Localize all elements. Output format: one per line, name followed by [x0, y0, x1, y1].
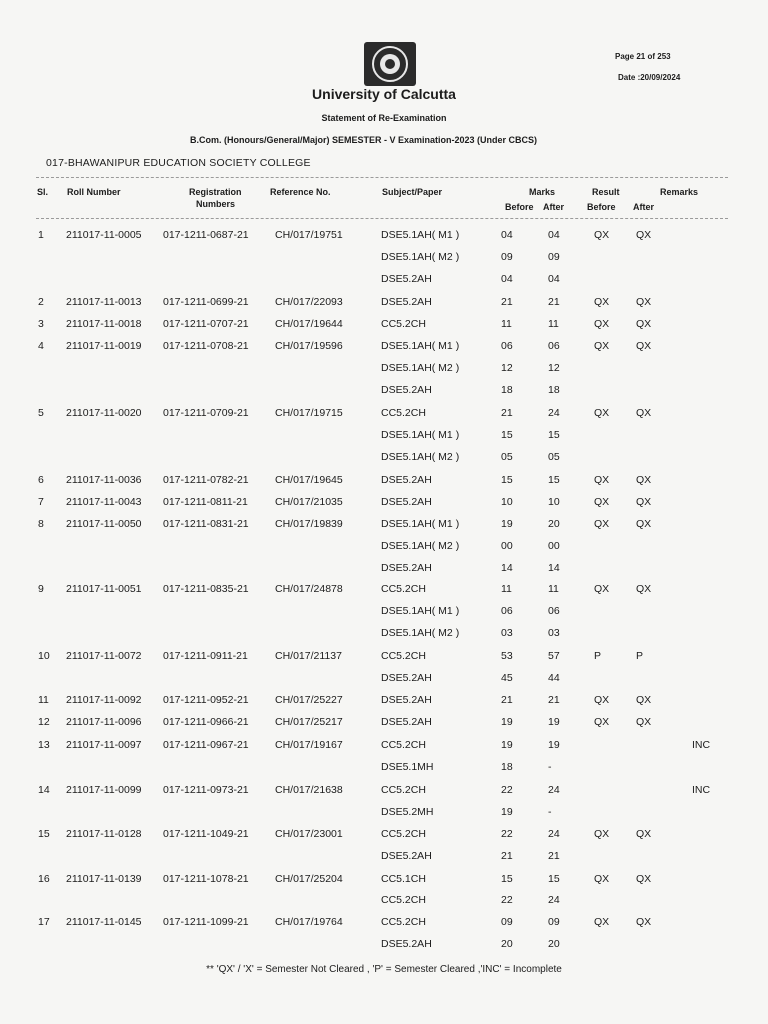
cell-registration: 017-1211-0699-21	[163, 296, 249, 308]
cell-sl: 13	[38, 739, 50, 751]
table-row	[0, 407, 768, 429]
cell-sl: 8	[38, 518, 44, 530]
col-subject: Subject/Paper	[382, 187, 443, 197]
cell-marks-after: 11	[548, 583, 559, 595]
cell-marks-after: 04	[548, 273, 560, 285]
cell-subject: DSE5.1AH( M2 )	[381, 251, 460, 263]
cell-sl: 10	[38, 650, 50, 662]
table-row	[0, 296, 768, 318]
cell-subject: DSE5.2AH	[381, 850, 432, 862]
cell-registration: 017-1211-0966-21	[163, 716, 249, 728]
cell-result-after: QX	[636, 916, 652, 928]
cell-marks-before: 15	[501, 873, 513, 885]
table-row	[0, 229, 768, 251]
cell-marks-before: 06	[501, 605, 513, 617]
cell-marks-before: 19	[501, 739, 513, 751]
cell-marks-before: 18	[501, 761, 513, 773]
cell-roll-number: 211017-11-0019	[66, 340, 142, 352]
table-row	[0, 806, 768, 828]
table-row	[0, 761, 768, 783]
examination-title: B.Com. (Honours/General/Major) SEMESTER - V Examination-2023 (Under CBCS)	[190, 135, 538, 145]
cell-registration: 017-1211-0835-21	[163, 583, 249, 595]
header-rule-bottom	[36, 218, 728, 219]
cell-marks-before: 03	[501, 627, 513, 639]
cell-subject: DSE5.1AH( M2 )	[381, 362, 460, 374]
cell-reference: CH/017/19839	[275, 518, 343, 530]
cell-result-after: QX	[636, 229, 652, 241]
table-row	[0, 894, 768, 916]
col-marks: Marks	[529, 187, 556, 197]
cell-marks-after: 20	[548, 518, 560, 530]
cell-sl: 14	[38, 784, 50, 796]
cell-roll-number: 211017-11-0072	[66, 650, 142, 662]
cell-result-before: QX	[594, 296, 610, 308]
cell-result-before: QX	[594, 496, 610, 508]
cell-result-after: QX	[636, 583, 652, 595]
cell-result-after: QX	[636, 474, 652, 486]
cell-registration: 017-1211-0707-21	[163, 318, 249, 330]
table-row	[0, 318, 768, 340]
cell-marks-after: 15	[548, 873, 560, 885]
cell-reference: CH/017/19764	[275, 916, 343, 928]
cell-roll-number: 211017-11-0036	[66, 474, 142, 486]
cell-marks-after: 09	[548, 916, 560, 928]
cell-sl: 12	[38, 716, 50, 728]
cell-marks-before: 12	[501, 362, 513, 374]
cell-marks-before: 19	[501, 806, 513, 818]
col-remarks: Remarks	[660, 187, 699, 197]
cell-marks-after: 11	[548, 318, 559, 330]
cell-roll-number: 211017-11-0013	[66, 296, 142, 308]
cell-reference: CH/017/21137	[275, 650, 342, 662]
cell-marks-after: 19	[548, 739, 560, 751]
table-row	[0, 605, 768, 627]
cell-registration: 017-1211-0973-21	[163, 784, 249, 796]
cell-marks-before: 09	[501, 916, 513, 928]
cell-marks-after: 57	[548, 650, 560, 662]
cell-marks-before: 15	[501, 429, 513, 441]
cell-marks-before: 22	[501, 828, 513, 840]
table-row	[0, 451, 768, 473]
cell-result-after: QX	[636, 873, 652, 885]
cell-marks-after: 15	[548, 474, 560, 486]
cell-result-after: QX	[636, 828, 652, 840]
cell-marks-after: 24	[548, 407, 560, 419]
cell-sl: 6	[38, 474, 44, 486]
cell-subject: DSE5.2MH	[381, 806, 434, 818]
cell-reference: CH/017/19596	[275, 340, 343, 352]
cell-reference: CH/017/24878	[275, 583, 343, 595]
cell-sl: 1	[38, 229, 44, 241]
cell-sl: 7	[38, 496, 44, 508]
cell-result-after: QX	[636, 694, 652, 706]
cell-registration: 017-1211-0811-21	[163, 496, 248, 508]
cell-result-after: QX	[636, 716, 652, 728]
cell-subject: DSE5.2AH	[381, 562, 432, 574]
table-row	[0, 540, 768, 562]
cell-subject: DSE5.1AH( M2 )	[381, 627, 460, 639]
cell-subject: DSE5.2AH	[381, 716, 432, 728]
table-row	[0, 784, 768, 806]
cell-registration: 017-1211-0952-21	[163, 694, 249, 706]
cell-result-before: QX	[594, 583, 610, 595]
cell-marks-after: 15	[548, 429, 560, 441]
table-row	[0, 672, 768, 694]
cell-result-before: QX	[594, 474, 610, 486]
cell-marks-after: 21	[548, 296, 560, 308]
cell-roll-number: 211017-11-0018	[66, 318, 142, 330]
cell-result-after: QX	[636, 407, 652, 419]
cell-subject: CC5.2CH	[381, 916, 426, 928]
cell-sl: 15	[38, 828, 50, 840]
cell-marks-before: 06	[501, 340, 513, 352]
cell-marks-before: 53	[501, 650, 513, 662]
cell-subject: DSE5.1AH( M1 )	[381, 229, 460, 241]
cell-marks-after: 05	[548, 451, 560, 463]
cell-marks-before: 09	[501, 251, 513, 263]
col-result-after: After	[633, 202, 655, 212]
cell-reference: CH/017/19645	[275, 474, 343, 486]
cell-marks-after: -	[548, 761, 552, 773]
cell-subject: DSE5.2AH	[381, 496, 432, 508]
legend-footnote: ** 'QX' / 'X' = Semester Not Cleared , 'P' = Semester Cleared ,'INC' = Incomplete	[206, 964, 562, 975]
cell-reference: CH/017/19715	[275, 407, 343, 419]
cell-marks-after: 18	[548, 384, 560, 396]
cell-reference: CH/017/25204	[275, 873, 343, 885]
cell-subject: CC5.2CH	[381, 583, 426, 595]
table-row	[0, 273, 768, 295]
cell-result-before: QX	[594, 873, 610, 885]
cell-subject: CC5.1CH	[381, 873, 426, 885]
cell-reference: CH/017/22093	[275, 296, 343, 308]
cell-marks-after: 44	[548, 672, 560, 684]
cell-registration: 017-1211-0911-21	[163, 650, 248, 662]
cell-result-after: P	[636, 650, 644, 662]
cell-marks-after: 04	[548, 229, 560, 241]
cell-marks-before: 05	[501, 451, 513, 463]
table-row	[0, 474, 768, 496]
col-registration-2: Numbers	[196, 199, 236, 209]
university-logo	[364, 42, 416, 86]
cell-roll-number: 211017-11-0097	[66, 739, 142, 751]
table-row	[0, 850, 768, 872]
cell-result-before: QX	[594, 318, 610, 330]
cell-marks-before: 20	[501, 938, 513, 950]
cell-marks-before: 11	[501, 583, 512, 595]
cell-registration: 017-1211-0708-21	[163, 340, 249, 352]
col-reference: Reference No.	[270, 187, 331, 197]
cell-subject: DSE5.2AH	[381, 694, 432, 706]
cell-marks-after: 03	[548, 627, 560, 639]
cell-result-before: QX	[594, 916, 610, 928]
cell-roll-number: 211017-11-0145	[66, 916, 142, 928]
table-row	[0, 938, 768, 960]
cell-marks-before: 21	[501, 850, 513, 862]
cell-subject: DSE5.2AH	[381, 672, 432, 684]
cell-subject: DSE5.1AH( M2 )	[381, 540, 460, 552]
cell-reference: CH/017/19167	[275, 739, 343, 751]
table-row	[0, 694, 768, 716]
cell-marks-after: 06	[548, 340, 560, 352]
cell-sl: 11	[38, 694, 49, 706]
col-result: Result	[592, 187, 620, 197]
cell-marks-before: 21	[501, 694, 513, 706]
cell-marks-before: 45	[501, 672, 513, 684]
cell-marks-after: -	[548, 806, 552, 818]
cell-subject: DSE5.2AH	[381, 296, 432, 308]
col-marks-before: Before	[505, 202, 534, 212]
table-row	[0, 362, 768, 384]
cell-roll-number: 211017-11-0092	[66, 694, 142, 706]
cell-subject: CC5.2CH	[381, 784, 426, 796]
cell-marks-after: 24	[548, 828, 560, 840]
cell-subject: CC5.2CH	[381, 318, 426, 330]
col-result-before: Before	[587, 202, 616, 212]
cell-marks-after: 09	[548, 251, 560, 263]
cell-sl: 3	[38, 318, 44, 330]
table-row	[0, 429, 768, 451]
statement-title: Statement of Re-Examination	[321, 113, 447, 123]
cell-marks-before: 14	[501, 562, 513, 574]
cell-subject: DSE5.2AH	[381, 474, 432, 486]
cell-marks-after: 20	[548, 938, 560, 950]
cell-marks-before: 19	[501, 716, 513, 728]
cell-roll-number: 211017-11-0043	[66, 496, 142, 508]
cell-marks-before: 11	[501, 318, 512, 330]
cell-roll-number: 211017-11-0020	[66, 407, 142, 419]
cell-marks-after: 06	[548, 605, 560, 617]
cell-subject: CC5.2CH	[381, 650, 426, 662]
cell-result-after: QX	[636, 518, 652, 530]
cell-result-before: QX	[594, 229, 610, 241]
cell-reference: CH/017/25227	[275, 694, 343, 706]
cell-subject: DSE5.1AH( M1 )	[381, 340, 460, 352]
cell-roll-number: 211017-11-0099	[66, 784, 142, 796]
cell-reference: CH/017/21638	[275, 784, 343, 796]
table-row	[0, 251, 768, 273]
cell-marks-before: 19	[501, 518, 513, 530]
table-row	[0, 916, 768, 938]
cell-roll-number: 211017-11-0005	[66, 229, 142, 241]
cell-marks-after: 14	[548, 562, 560, 574]
table-row	[0, 828, 768, 850]
university-title: University of Calcutta	[312, 86, 456, 102]
cell-registration: 017-1211-0709-21	[163, 407, 249, 419]
col-roll: Roll Number	[67, 187, 121, 197]
cell-roll-number: 211017-11-0096	[66, 716, 142, 728]
col-registration: Registration	[189, 187, 242, 197]
cell-registration: 017-1211-1099-21	[163, 916, 249, 928]
table-row	[0, 518, 768, 540]
cell-result-before: QX	[594, 407, 610, 419]
table-row	[0, 873, 768, 895]
cell-reference: CH/017/19751	[275, 229, 343, 241]
cell-registration: 017-1211-0831-21	[163, 518, 249, 530]
cell-marks-before: 15	[501, 474, 513, 486]
table-row	[0, 716, 768, 738]
cell-subject: DSE5.1MH	[381, 761, 434, 773]
cell-marks-after: 21	[548, 850, 560, 862]
cell-marks-before: 00	[501, 540, 513, 552]
cell-result-before: QX	[594, 694, 610, 706]
header-rule-top	[36, 177, 728, 178]
cell-subject: CC5.2CH	[381, 894, 426, 906]
cell-subject: DSE5.1AH( M1 )	[381, 429, 460, 441]
cell-marks-after: 10	[548, 496, 560, 508]
cell-marks-before: 21	[501, 296, 513, 308]
cell-marks-before: 22	[501, 894, 513, 906]
table-row	[0, 650, 768, 672]
cell-marks-before: 04	[501, 273, 513, 285]
cell-result-after: QX	[636, 296, 652, 308]
cell-roll-number: 211017-11-0128	[66, 828, 142, 840]
cell-roll-number: 211017-11-0139	[66, 873, 142, 885]
cell-registration: 017-1211-1078-21	[163, 873, 249, 885]
table-row	[0, 627, 768, 649]
cell-result-before: QX	[594, 716, 610, 728]
cell-remarks: INC	[692, 784, 711, 796]
cell-sl: 4	[38, 340, 44, 352]
table-row	[0, 739, 768, 761]
cell-sl: 2	[38, 296, 44, 308]
cell-marks-before: 18	[501, 384, 513, 396]
cell-subject: DSE5.1AH( M1 )	[381, 605, 460, 617]
cell-sl: 17	[38, 916, 50, 928]
cell-reference: CH/017/19644	[275, 318, 343, 330]
cell-subject: DSE5.2AH	[381, 938, 432, 950]
report-date: Date :20/09/2024	[618, 73, 681, 82]
cell-marks-after: 24	[548, 784, 560, 796]
cell-registration: 017-1211-0967-21	[163, 739, 249, 751]
cell-reference: CH/017/25217	[275, 716, 343, 728]
cell-reference: CH/017/23001	[275, 828, 343, 840]
cell-marks-before: 04	[501, 229, 513, 241]
cell-marks-after: 24	[548, 894, 560, 906]
cell-result-before: P	[594, 650, 602, 662]
cell-subject: CC5.2CH	[381, 828, 426, 840]
table-row	[0, 340, 768, 362]
cell-roll-number: 211017-11-0051	[66, 583, 142, 595]
cell-registration: 017-1211-0782-21	[163, 474, 249, 486]
college-name: 017-BHAWANIPUR EDUCATION SOCIETY COLLEGE	[46, 157, 311, 169]
cell-sl: 16	[38, 873, 50, 885]
cell-result-after: QX	[636, 496, 652, 508]
cell-subject: DSE5.1AH( M1 )	[381, 518, 460, 530]
cell-result-after: QX	[636, 318, 652, 330]
col-sl: Sl.	[37, 187, 49, 197]
cell-sl: 5	[38, 407, 44, 419]
cell-result-before: QX	[594, 340, 610, 352]
cell-marks-after: 19	[548, 716, 560, 728]
cell-roll-number: 211017-11-0050	[66, 518, 142, 530]
cell-result-before: QX	[594, 518, 610, 530]
cell-marks-before: 22	[501, 784, 513, 796]
cell-result-after: QX	[636, 340, 652, 352]
cell-marks-before: 10	[501, 496, 513, 508]
cell-sl: 9	[38, 583, 44, 595]
cell-marks-before: 21	[501, 407, 513, 419]
cell-marks-after: 21	[548, 694, 560, 706]
page-number: Page 21 of 253	[615, 52, 671, 61]
cell-subject: DSE5.2AH	[381, 273, 432, 285]
table-row	[0, 562, 768, 584]
table-row	[0, 496, 768, 518]
cell-subject: CC5.2CH	[381, 407, 426, 419]
cell-subject: DSE5.1AH( M2 )	[381, 451, 460, 463]
cell-subject: DSE5.2AH	[381, 384, 432, 396]
cell-result-before: QX	[594, 828, 610, 840]
table-row	[0, 583, 768, 605]
cell-reference: CH/017/21035	[275, 496, 343, 508]
cell-registration: 017-1211-0687-21	[163, 229, 249, 241]
col-marks-after: After	[543, 202, 565, 212]
cell-subject: CC5.2CH	[381, 739, 426, 751]
cell-remarks: INC	[692, 739, 711, 751]
cell-registration: 017-1211-1049-21	[163, 828, 249, 840]
table-row	[0, 384, 768, 406]
cell-marks-after: 12	[548, 362, 560, 374]
cell-marks-after: 00	[548, 540, 560, 552]
